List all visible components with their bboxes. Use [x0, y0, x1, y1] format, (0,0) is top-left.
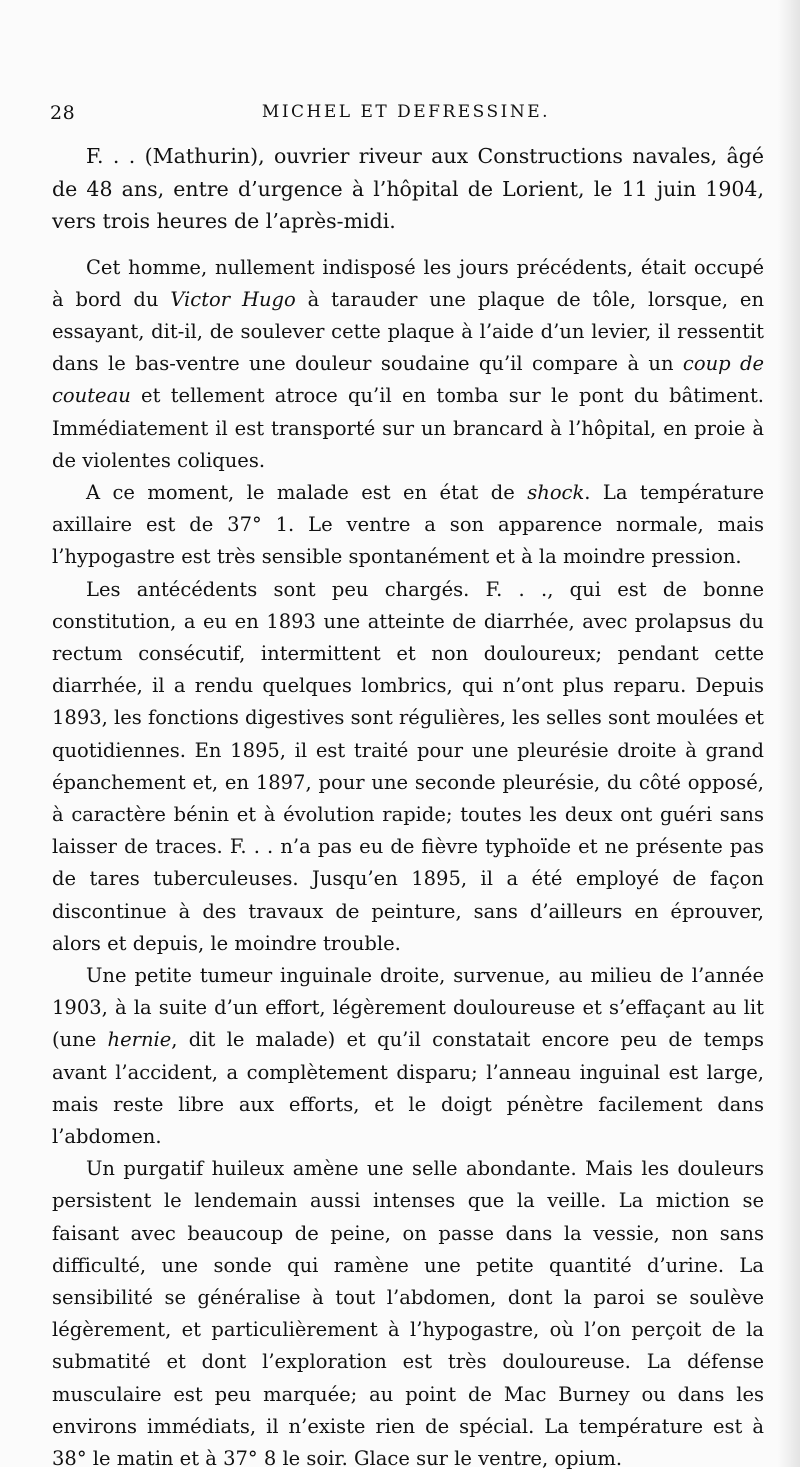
- history-text-middle: à tarauder une plaque de tôle, lorsque, en essayant, dit-il, de soulever cette plaque à l’aide d’un levier, il ressentit dans le bas-ventre une douleur soudaine qu’il compare à un: [52, 287, 764, 376]
- history-text-end: et tellement atroce qu’il en tomba sur le pont du bâtiment. Immédiatement il est transporté sur un brancard à l’hôpital, en proie à de violentes coliques.: [52, 384, 764, 472]
- page-number: 28: [50, 102, 76, 124]
- hernia-text-end: , dit le malade) et qu’il constatait encore peu de temps avant l’accident, a complètement disparu; l’anneau inguinal est large, mais reste libre aux efforts, et le doigt pénètre facilement dans l’abdomen.: [52, 1028, 764, 1148]
- hernia-text-start: Une petite tumeur inguinale droite, survenue, au milieu de l’année 1903, à la suite d’un effort, légèrement douloureuse et s’effaçant au lit (une: [52, 963, 764, 1052]
- history-paragraph: [52, 252, 764, 477]
- body-text: [52, 140, 764, 1475]
- hernia-paragraph: [52, 960, 764, 1153]
- page-header: [50, 102, 762, 128]
- evolution-paragraph: Un purgatif huileux amène une selle abondante. Mais les douleurs persistent le lendemain aussi intenses que la veille. La miction se faisant avec beaucoup de peine, on passe dans la vessie, non sans difficulté, une sonde qui ramène une petite quantité d’urine. La sensibilité se généralise à tout l’abdomen, dont la paroi se soulève légèrement, et particulièrement à l’hypogastre, où l’on perçoit de la submatité et dont l’exploration est très douloureuse. La défense musculaire est peu marquée; au point de Mac Burney ou dans les environs immédiats, il n’existe rien de spécial. La température est à 38° le matin et à 37° 8 le soir. Glace sur le ventre, opium.: [52, 1157, 764, 1471]
- page-edge-shadow: [778, 0, 800, 1467]
- running-head: MICHEL ET DEFRESSINE.: [261, 102, 551, 122]
- admission-text-start: A ce moment, le malade est en état de: [86, 480, 528, 504]
- antecedents-paragraph: Les antécédents sont peu chargés. F. . ., qui est de bonne constitution, a eu en 1893 une atteinte de diarrhée, avec prolapsus du rectum consécutif, intermittent et non douloureux; pendant cette diarrhée, il a rendu quelques lombrics, qui n’ont plus reparu. Depuis 1893, les fonctions digestives sont régulières, les selles sont moulées et quotidiennes. En 1895, il est traité pour une pleurésie droite à grand épanchement et, en 1897, pour une seconde pleurésie, du côté opposé, à caractère bénin et à évolution rapide; toutes les deux ont guéri sans laisser de traces. F. . . n’a pas eu de fièvre typhoïde et ne présente pas de tares tuberculeuses. Jusqu’en 1895, il a été employé de façon discontinue à des travaux de peinture, sans d’ailleurs en éprouver, alors et depuis, le moindre trouble.: [52, 577, 764, 955]
- italic-phrase: coup de couteau: [52, 352, 764, 408]
- ship-name: Victor Hugo: [170, 287, 296, 311]
- italic-term: hernie: [107, 1028, 172, 1052]
- admission-text-end: . La température axillaire est de 37° 1. Le ventre a son apparence normale, mais l’hypogastre est très sensible spontanément et à la moindre pression.: [52, 480, 764, 569]
- admission-state-paragraph: [52, 477, 764, 574]
- italic-term: shock: [527, 480, 585, 504]
- history-text-start: Cet homme, nullement indisposé les jours précédents, était occupé à bord du: [52, 255, 764, 311]
- case-intro-paragraph: F. . . (Mathurin), ouvrier riveur aux Constructions navales, âgé de 48 ans, entre d’urgence à l’hôpital de Lorient, le 11 juin 1904, vers trois heures de l’après-midi.: [52, 144, 764, 233]
